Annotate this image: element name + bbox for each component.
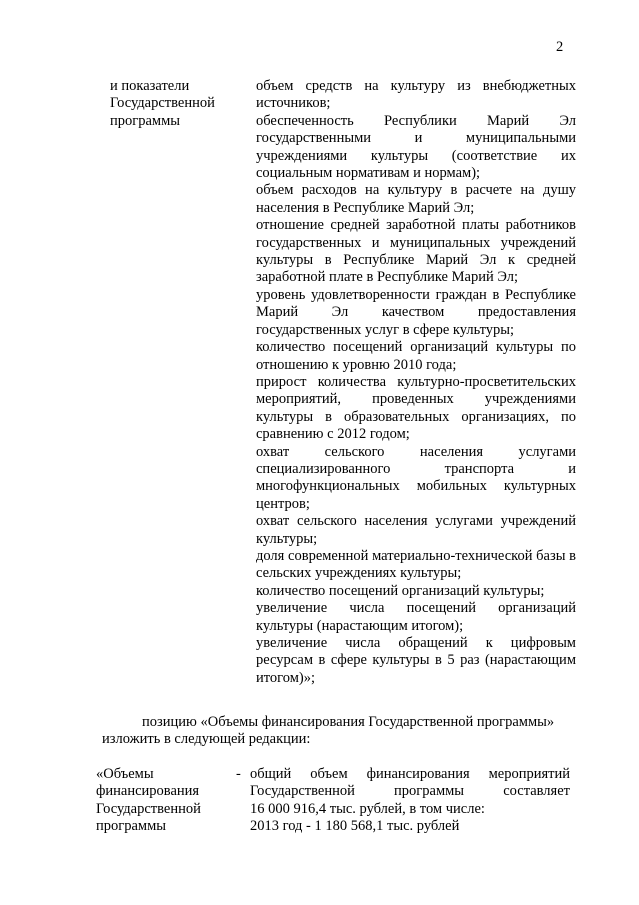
financing-text-line: 16 000 916,4 тыс. рублей, в том числе: — [250, 800, 485, 817]
paragraph-line: позицию «Объемы финансирования Государственной программы» — [142, 714, 555, 730]
financing-label-line: программы — [96, 818, 166, 835]
financing-text — [250, 766, 570, 836]
financing-label-line: финансирования — [96, 783, 200, 800]
indicator-item: обеспеченность Республики Марий Эл государственными и муниципальными учреждениями культуры (соответствие их социальным нормативам и нормам); — [256, 112, 576, 182]
financing-label-line: «Объемы — [96, 766, 154, 782]
indicator-item: уровень удовлетворенности граждан в Республике Марий Эл качеством предоставления государственных услуг в сфере культуры; — [256, 286, 576, 338]
indicator-item: отношение средней заработной платы работников государственных и муниципальных учреждений культуры в Республике Марий Эл к средней заработной плате в Республике Марий Эл; — [256, 217, 576, 286]
indicator-item: количество посещений организаций культуры по отношению к уровню 2010 года; — [256, 339, 576, 373]
section-label-line: программы — [110, 112, 180, 129]
indicator-item: охват сельского населения услугами учреждений культуры; — [256, 513, 576, 547]
page-number: 2 — [556, 39, 564, 55]
financing-text-line: общий объем финансирования мероприятий — [250, 766, 570, 782]
indicators-list — [256, 78, 576, 687]
financing-label — [96, 766, 246, 836]
indicator-item: увеличение числа обращений к цифровым ресурсам в сфере культуры в 5 раз (нарастающим итогом)»; — [256, 635, 576, 686]
section-label-line: Государственной — [110, 95, 215, 112]
amendment-paragraph — [102, 714, 576, 749]
financing-label-line: Государственной — [96, 800, 201, 817]
section-label — [110, 78, 250, 130]
indicator-item: прирост количества культурно-просветительских мероприятий, проведенных учреждениями культуры в образовательных организациях, по сравнению с 2012 годом; — [256, 373, 576, 443]
indicator-item: охват сельского населения услугами специализированного транспорта и многофункциональных мобильных культурных центров; — [256, 443, 576, 512]
indicator-item: увеличение числа посещений организаций культуры (нарастающим итогом); — [256, 600, 576, 634]
dash-separator: - — [236, 766, 241, 782]
indicator-item: количество посещений организаций культуры; — [256, 582, 545, 599]
paragraph-line: изложить в следующей редакции: — [102, 731, 311, 748]
financing-text-line: Государственной программы составляет — [250, 783, 570, 800]
indicator-item: доля современной материально-технической базы в сельских учреждениях культуры; — [256, 547, 576, 582]
financing-text-line: 2013 год - 1 180 568,1 тыс. рублей — [250, 818, 460, 835]
indicator-item: объем расходов на культуру в расчете на душу населения в Республике Марий Эл; — [256, 182, 576, 216]
section-label-line: и показатели — [110, 78, 190, 94]
indicator-item: объем средств на культуру из внебюджетных источников; — [256, 78, 576, 112]
